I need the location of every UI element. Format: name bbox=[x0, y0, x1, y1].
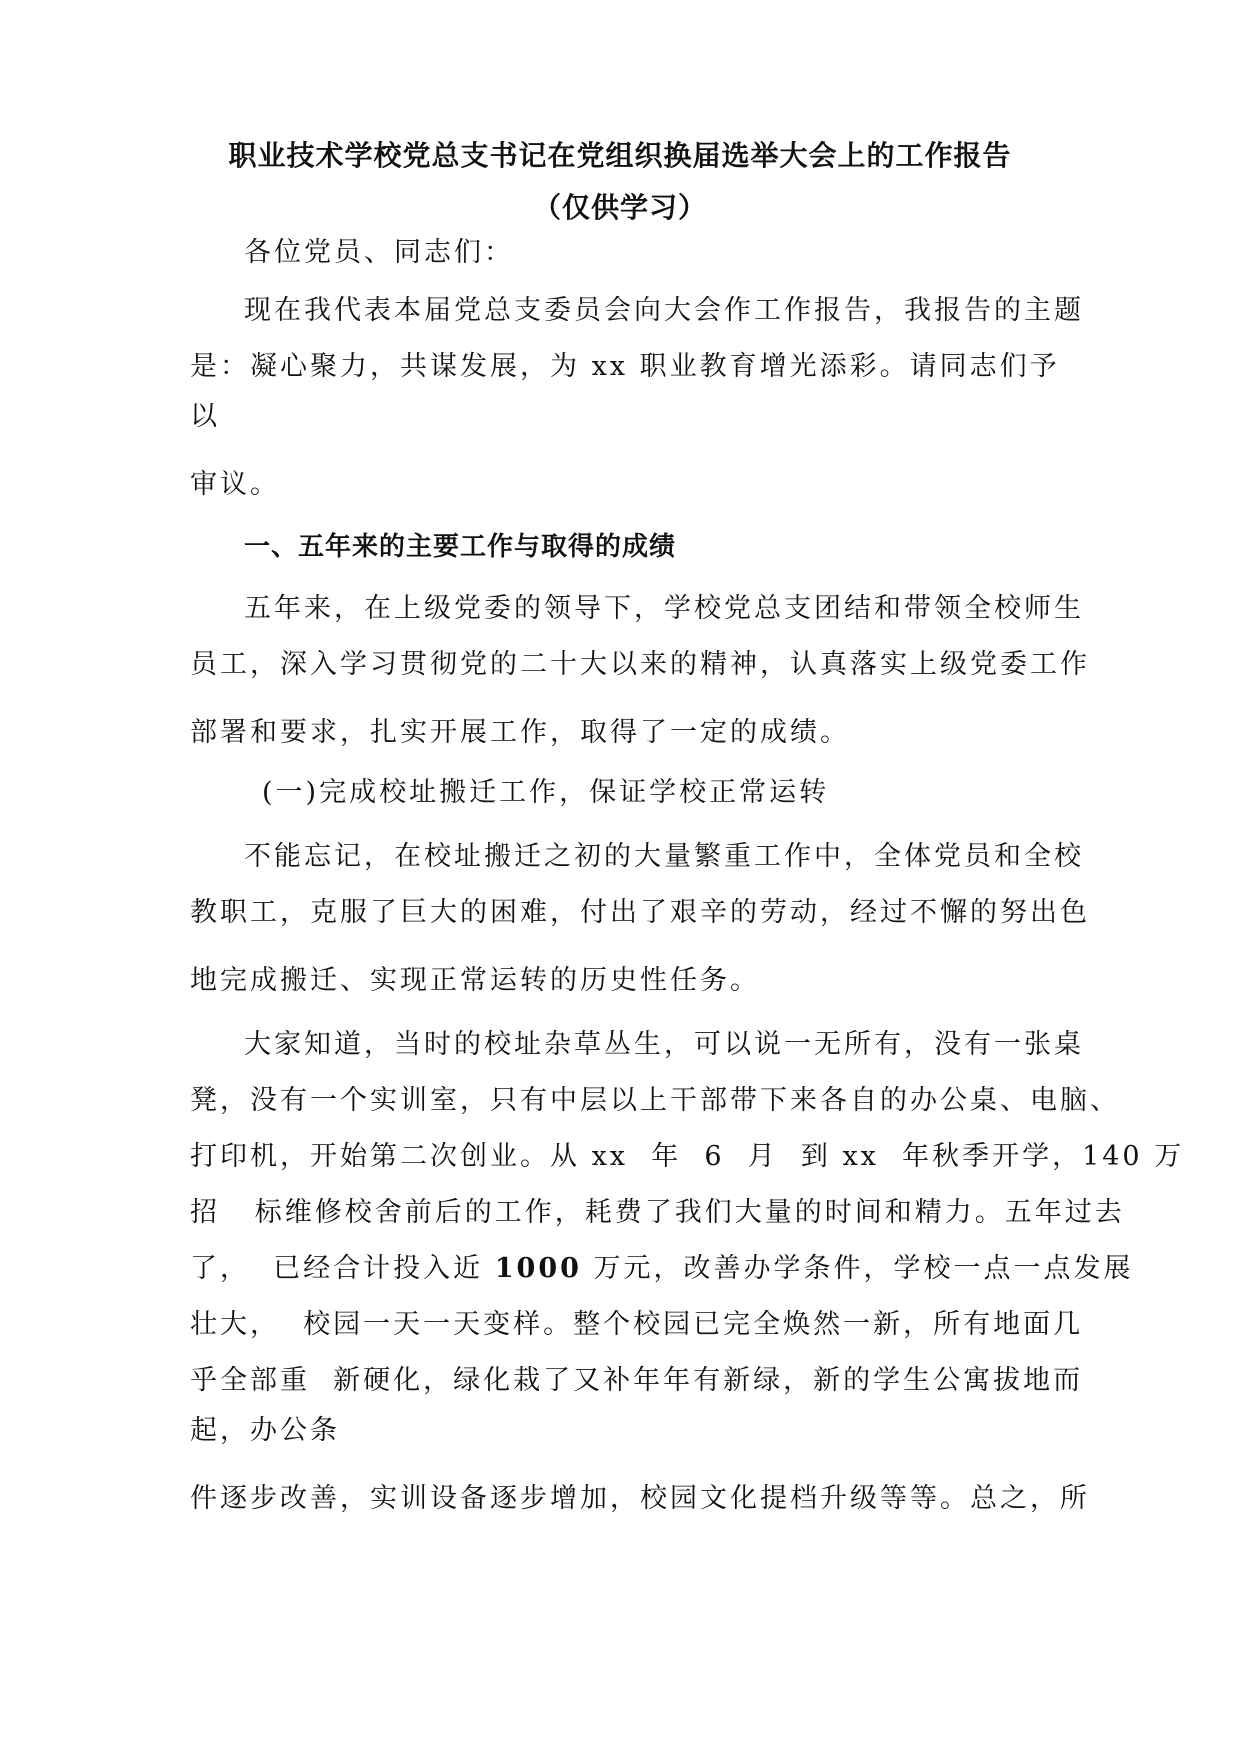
paragraph-line: 以 bbox=[190, 401, 220, 432]
paragraph-line: 部署和要求，扎实开展工作，取得了一定的成绩。 bbox=[190, 717, 850, 748]
paragraph-line: 招 标维修校舍前后的工作，耗费了我们大量的时间和精力。五年过去 bbox=[190, 1197, 1125, 1228]
paragraph-text: 万元，改善办学条件，学校一点一点发展 bbox=[581, 1253, 1134, 1284]
paragraph-line: 打印机，开始第二次创业。从 xx 年 6 月 到 xx 年秋季开学，140 万 bbox=[190, 1141, 1185, 1172]
document-title: 职业技术学校党总支书记在党组织换届选举大会上的工作报告 bbox=[228, 139, 1012, 172]
paragraph-line: 乎全部重 新硬化，绿化栽了又补年年有新绿，新的学生公寓拔地而 bbox=[190, 1365, 1084, 1396]
paragraph-line bbox=[190, 1252, 1134, 1286]
paragraph-line: 大家知道，当时的校址杂草丛生，可以说一无所有，没有一张桌 bbox=[244, 1029, 1084, 1060]
paragraph-line: 起，办公条 bbox=[190, 1415, 340, 1446]
document-subtitle: （仅供学习） bbox=[532, 191, 707, 224]
greeting: 各位党员、同志们： bbox=[244, 237, 514, 268]
paragraph-line: 件逐步改善，实训设备逐步增加，校园文化提档升级等等。总之，所 bbox=[190, 1483, 1090, 1514]
paragraph-line: 五年来，在上级党委的领导下，学校党总支团结和带领全校师生 bbox=[244, 593, 1084, 624]
paragraph-line: 是：凝心聚力，共谋发展，为 xx 职业教育增光添彩。请同志们予 bbox=[190, 351, 1060, 382]
paragraph-line: 审议。 bbox=[190, 469, 280, 500]
paragraph-line: 现在我代表本届党总支委员会向大会作工作报告，我报告的主题 bbox=[244, 295, 1084, 326]
paragraph-line: 员工，深入学习贯彻党的二十大以来的精神，认真落实上级党委工作 bbox=[190, 649, 1090, 680]
paragraph-line: 不能忘记，在校址搬迁之初的大量繁重工作中，全体党员和全校 bbox=[244, 841, 1084, 872]
investment-amount: 1000 bbox=[494, 1253, 582, 1284]
paragraph-line: 教职工，克服了巨大的困难，付出了艰辛的劳动，经过不懈的努出色 bbox=[190, 897, 1090, 928]
subsection-heading: (一)完成校址搬迁工作，保证学校正常运转 bbox=[262, 777, 830, 808]
paragraph-line: 壮大， 校园一天一天变样。整个校园已完全焕然一新，所有地面几 bbox=[190, 1309, 1084, 1340]
paragraph-line: 凳，没有一个实训室，只有中层以上干部带下来各自的办公桌、电脑、 bbox=[190, 1085, 1120, 1116]
paragraph-line: 地完成搬迁、实现正常运转的历史性任务。 bbox=[190, 965, 760, 996]
section-heading: 一、五年来的主要工作与取得的成绩 bbox=[244, 532, 677, 562]
paragraph-text: 了， 已经合计投入近 bbox=[190, 1253, 495, 1284]
